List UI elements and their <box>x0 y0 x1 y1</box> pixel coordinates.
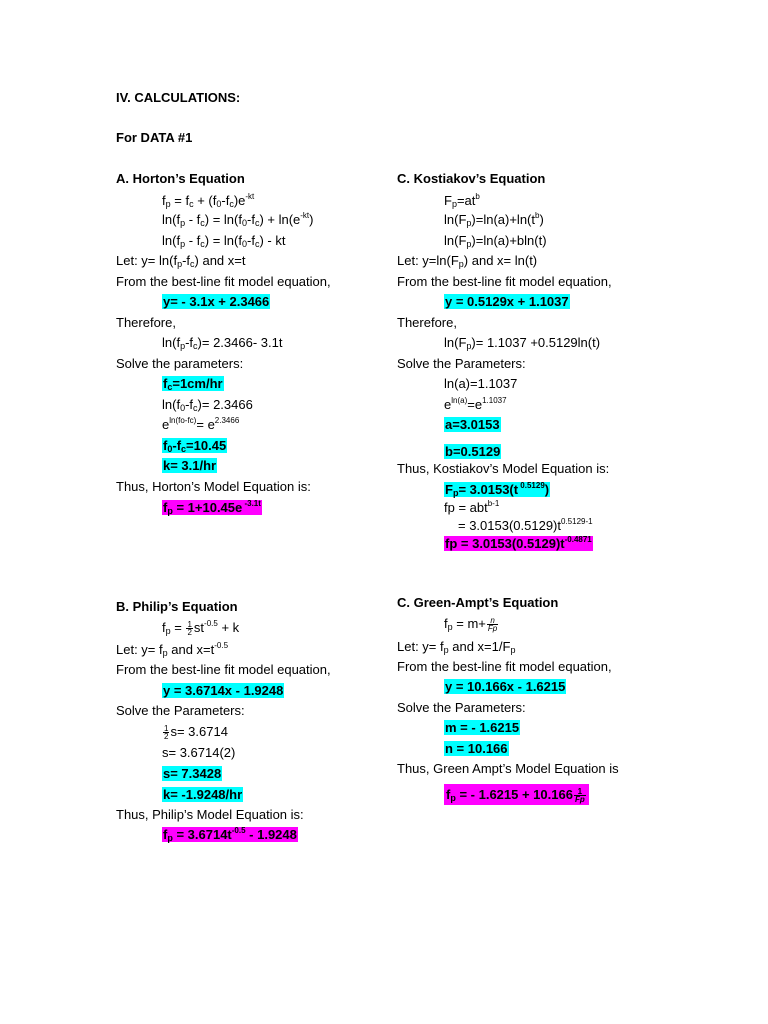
section-title: IV. CALCULATIONS: <box>116 90 241 105</box>
philip-k-value: k= -1.9248/hr <box>163 787 243 802</box>
green-ampt-heading: C. Green-Ampt’s Equation <box>397 595 559 610</box>
green-ampt-equation: $f_p = m+$ $\frac{n}{Fp}$ <box>444 616 498 634</box>
horton-equation-3: $\ln(f_p - f_c) = \ln(f_0-f_c)$ - kt <box>162 233 286 249</box>
horton-exp-equation: $e^{ln(fo-fc)}= e^{2.3466}$ <box>162 416 240 432</box>
kostiakov-equation-3: $\ln(F_p)=\ln(a)+bln(t)$ <box>444 233 547 249</box>
philip-fit-text: From the best-line fit model equation, <box>116 662 331 677</box>
horton-thus: Thus, Horton’s Model Equation is: <box>116 479 311 494</box>
philip-s-calc: s= 3.6714(2) <box>162 745 236 760</box>
philip-model-equation: $f_p = 3.6714t^{-0.5} - 1.9248$ <box>163 826 297 843</box>
horton-heading: A. Horton’s Equation <box>116 171 245 186</box>
kostiakov-a-value: a=3.0153 <box>445 417 500 432</box>
philip-let: Let: $y= f_p$ and $x=t^{-0.5}$ <box>116 641 229 658</box>
green-ampt-model-equation: $f_p$ = - 1.6215 + 10.166 $\frac{1}{Fp}$ <box>444 784 589 805</box>
horton-k-value: k= 3.1/hr <box>163 458 217 473</box>
green-ampt-solve: Solve the Parameters: <box>397 700 526 715</box>
green-ampt-thus: Thus, Green Ampt’s Model Equation is <box>397 761 619 776</box>
kostiakov-let: Let: $y=\ln(F_p)$ and x= ln(t) <box>397 253 538 269</box>
kostiakov-exp-equation: $e^{ln(a)}=e^{1.1037}$ <box>444 396 507 412</box>
green-ampt-m-value: m = - 1.6215 <box>445 720 520 735</box>
horton-therefore-equation: $\ln(f_p-f_c)= 2.3466-$ 3.1t <box>162 335 283 351</box>
philip-half-s: $\frac{1}{2}$ s= 3.6714 <box>164 724 228 742</box>
philip-heading: B. Philip’s Equation <box>116 599 238 614</box>
green-ampt-n-value: n = 10.166 <box>445 741 508 756</box>
kostiakov-fit-text: From the best-line fit model equation, <box>397 274 612 289</box>
horton-equation-2: $\ln(f_p - f_c) = \ln(f_0-f_c) + \ln(e^{-kt})$ <box>162 211 314 228</box>
kostiakov-thus: Thus, Kostiakov’s Model Equation is: <box>397 461 610 476</box>
horton-equation-1: $f_p = f_c + (f_0-f_c)e^{-kt}$ <box>162 192 255 209</box>
kostiakov-heading: C. Kostiakov’s Equation <box>397 171 546 186</box>
philip-solve: Solve the Parameters: <box>116 703 245 718</box>
horton-ln-equation: $\ln(f_0-f_c)= 2.3466$ <box>162 397 253 413</box>
kostiakov-therefore-equation: $\ln(F_p)= 1.1037 +0.5129\ln(t)$ <box>444 335 601 351</box>
horton-solve: Solve the parameters: <box>116 356 244 371</box>
kostiakov-therefore: Therefore, <box>397 315 457 330</box>
horton-fit-text: From the best-line fit model equation, <box>116 274 331 289</box>
data-title: For DATA #1 <box>116 130 193 145</box>
philip-fit-equation: y = 3.6714x - 1.9248 <box>163 683 284 698</box>
kostiakov-model-equation-2: fp = $3.0153(0.5129)t^{-0.4871}$ <box>445 535 592 551</box>
kostiakov-model-equation-1: $F_p= 3.0153(t$ $^{0.5129}$) <box>445 481 550 498</box>
philip-thus: Thus, Philip’s Model Equation is: <box>116 807 304 822</box>
horton-model-equation: $f_p = 1+10.45e$ $^{-3.1t}$ <box>163 499 261 516</box>
horton-therefore: Therefore, <box>116 315 176 330</box>
kostiakov-equation-1: $F_p=at^b$ <box>444 192 480 209</box>
kostiakov-fp-abt: fp = abt$^{b-1}$ <box>444 499 500 515</box>
kostiakov-ln-a: ln(a)=1.1037 <box>444 376 518 391</box>
green-ampt-fit-text: From the best-line fit model equation, <box>397 659 612 674</box>
kostiakov-equation-2: $\ln(F_p)=\ln(a)+\ln(t^b)$ <box>444 211 544 228</box>
horton-let: Let: $y= \ln(f_p-f_c)$ and x=t <box>116 253 246 269</box>
green-ampt-fit-equation: y = 10.166x - 1.6215 <box>445 679 566 694</box>
philip-s-value: s= 7.3428 <box>163 766 222 781</box>
horton-fit-equation: y= - 3.1x + 2.3466 <box>163 294 270 309</box>
kostiakov-b-value: b=0.5129 <box>445 444 501 459</box>
green-ampt-let: Let: $y= f_p$ and $x=1/F_p$ <box>397 639 516 655</box>
philip-equation: $f_p$ = $\frac{1}{2}$ $st^{-0.5} + k$ <box>162 619 240 638</box>
kostiakov-solve: Solve the Parameters: <box>397 356 526 371</box>
horton-f0fc-value: $f_0-f_c=10.45$ <box>163 438 227 454</box>
horton-fc-value: $f_c=1cm/hr$ <box>163 376 223 392</box>
kostiakov-substitution: = $3.0153(0.5129)t^{0.5129-1}$ <box>458 517 593 533</box>
kostiakov-fit-equation: y = 0.5129x + 1.1037 <box>445 294 569 309</box>
